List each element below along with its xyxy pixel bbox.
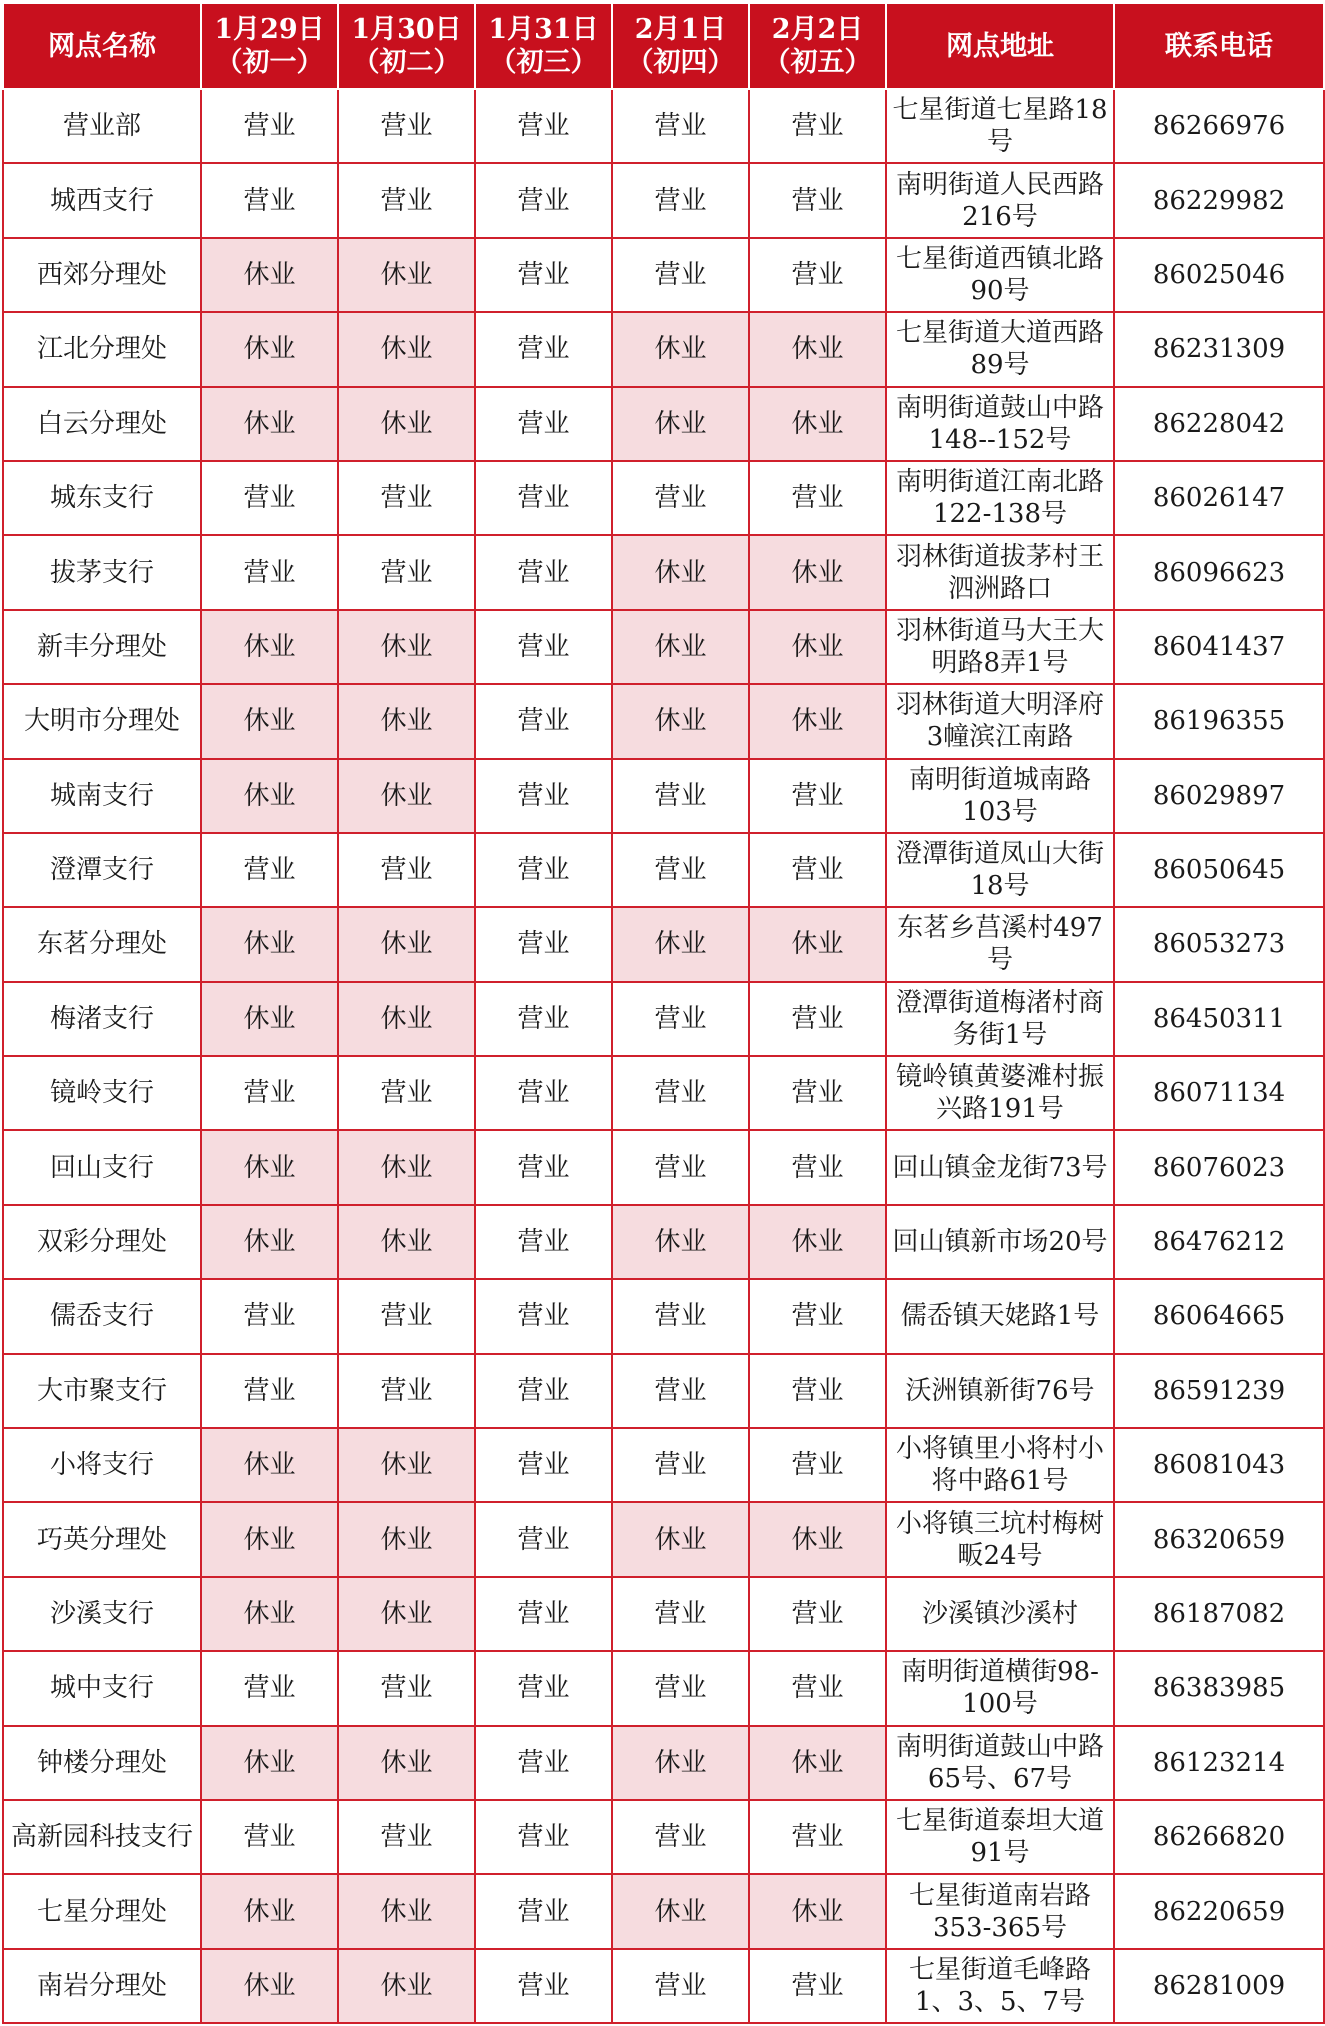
header-day-1 <box>201 3 338 89</box>
branch-name-cell: 澄潭支行 <box>3 833 201 907</box>
status-cell-day-3: 营业 <box>475 1056 612 1130</box>
status-cell-day-5: 营业 <box>749 163 886 237</box>
branch-schedule-table <box>2 2 1325 2024</box>
status-cell-day-1: 营业 <box>201 1056 338 1130</box>
branch-name-cell: 南岩分理处 <box>3 1949 201 2023</box>
status-cell-day-3: 营业 <box>475 907 612 981</box>
status-cell-day-2: 营业 <box>338 1651 475 1725</box>
status-cell-day-4: 休业 <box>612 684 749 758</box>
branch-name-cell: 梅渚支行 <box>3 982 201 1056</box>
status-cell-day-2: 休业 <box>338 312 475 386</box>
status-cell-day-2: 营业 <box>338 163 475 237</box>
status-cell-day-4: 营业 <box>612 1056 749 1130</box>
phone-cell: 86196355 <box>1114 684 1324 758</box>
status-cell-day-1: 营业 <box>201 1651 338 1725</box>
phone-cell: 86071134 <box>1114 1056 1324 1130</box>
status-cell-day-1: 营业 <box>201 163 338 237</box>
header-day-1-date: 1月29日 <box>214 14 325 45</box>
status-cell-day-3: 营业 <box>475 1874 612 1948</box>
status-cell-day-3: 营业 <box>475 833 612 907</box>
status-cell-day-1: 休业 <box>201 387 338 461</box>
header-day-3-date: 1月31日 <box>488 14 599 45</box>
status-cell-day-5: 营业 <box>749 89 886 163</box>
address-cell: 回山镇新市场20号 <box>886 1205 1114 1279</box>
status-cell-day-1: 休业 <box>201 1949 338 2023</box>
status-cell-day-5: 休业 <box>749 684 886 758</box>
phone-cell: 86123214 <box>1114 1726 1324 1800</box>
status-cell-day-3: 营业 <box>475 163 612 237</box>
status-cell-day-3: 营业 <box>475 610 612 684</box>
address-cell: 七星街道泰坦大道91号 <box>886 1800 1114 1874</box>
status-cell-day-4: 营业 <box>612 163 749 237</box>
address-cell: 儒岙镇天姥路1号 <box>886 1279 1114 1353</box>
phone-cell: 86053273 <box>1114 907 1324 981</box>
branch-name-cell: 巧英分理处 <box>3 1502 201 1576</box>
phone-cell: 86041437 <box>1114 610 1324 684</box>
status-cell-day-5: 休业 <box>749 312 886 386</box>
status-cell-day-4: 营业 <box>612 1949 749 2023</box>
status-cell-day-2: 营业 <box>338 1354 475 1428</box>
status-cell-day-1: 休业 <box>201 312 338 386</box>
table-row <box>3 1130 1324 1204</box>
status-cell-day-5: 休业 <box>749 907 886 981</box>
status-cell-day-5: 营业 <box>749 1651 886 1725</box>
phone-cell: 86281009 <box>1114 1949 1324 2023</box>
address-cell: 镜岭镇黄婆滩村振兴路191号 <box>886 1056 1114 1130</box>
address-cell: 七星街道毛峰路1、3、5、7号 <box>886 1949 1114 2023</box>
table-row <box>3 1056 1324 1130</box>
status-cell-day-1: 休业 <box>201 238 338 312</box>
status-cell-day-3: 营业 <box>475 1428 612 1502</box>
status-cell-day-4: 营业 <box>612 1354 749 1428</box>
phone-cell: 86025046 <box>1114 238 1324 312</box>
branch-name-cell: 高新园科技支行 <box>3 1800 201 1874</box>
status-cell-day-3: 营业 <box>475 1502 612 1576</box>
address-cell: 小将镇三坑村梅树畈24号 <box>886 1502 1114 1576</box>
status-cell-day-1: 休业 <box>201 684 338 758</box>
status-cell-day-1: 休业 <box>201 1577 338 1651</box>
status-cell-day-5: 营业 <box>749 1577 886 1651</box>
table-row <box>3 610 1324 684</box>
status-cell-day-4: 营业 <box>612 1279 749 1353</box>
status-cell-day-3: 营业 <box>475 535 612 609</box>
header-phone: 联系电话 <box>1114 3 1324 89</box>
status-cell-day-2: 休业 <box>338 238 475 312</box>
table-row <box>3 1874 1324 1948</box>
status-cell-day-1: 休业 <box>201 1726 338 1800</box>
status-cell-day-4: 营业 <box>612 833 749 907</box>
table-row <box>3 1279 1324 1353</box>
status-cell-day-4: 营业 <box>612 461 749 535</box>
status-cell-day-1: 休业 <box>201 610 338 684</box>
address-cell: 回山镇金龙街73号 <box>886 1130 1114 1204</box>
status-cell-day-5: 营业 <box>749 1056 886 1130</box>
branch-name-cell: 七星分理处 <box>3 1874 201 1948</box>
status-cell-day-3: 营业 <box>475 461 612 535</box>
status-cell-day-2: 营业 <box>338 535 475 609</box>
status-cell-day-1: 休业 <box>201 982 338 1056</box>
status-cell-day-2: 休业 <box>338 1577 475 1651</box>
branch-name-cell: 钟楼分理处 <box>3 1726 201 1800</box>
status-cell-day-2: 休业 <box>338 759 475 833</box>
header-day-5-lunar: （初五） <box>763 47 872 78</box>
table-row <box>3 163 1324 237</box>
header-day-2 <box>338 3 475 89</box>
address-cell: 羽林街道马大王大明路8弄1号 <box>886 610 1114 684</box>
branch-name-cell: 城南支行 <box>3 759 201 833</box>
table-body <box>3 89 1324 2023</box>
address-cell: 东茗乡莒溪村497号 <box>886 907 1114 981</box>
status-cell-day-1: 休业 <box>201 1874 338 1948</box>
status-cell-day-5: 营业 <box>749 1130 886 1204</box>
status-cell-day-2: 休业 <box>338 1428 475 1502</box>
status-cell-day-4: 营业 <box>612 759 749 833</box>
status-cell-day-5: 营业 <box>749 238 886 312</box>
status-cell-day-3: 营业 <box>475 312 612 386</box>
phone-cell: 86096623 <box>1114 535 1324 609</box>
branch-name-cell: 双彩分理处 <box>3 1205 201 1279</box>
status-cell-day-5: 营业 <box>749 982 886 1056</box>
table-row <box>3 907 1324 981</box>
header-day-4-date: 2月1日 <box>634 14 727 45</box>
branch-name-cell: 沙溪支行 <box>3 1577 201 1651</box>
address-cell: 羽林街道拔茅村王泗洲路口 <box>886 535 1114 609</box>
table-row <box>3 684 1324 758</box>
phone-cell: 86026147 <box>1114 461 1324 535</box>
status-cell-day-4: 休业 <box>612 907 749 981</box>
status-cell-day-4: 休业 <box>612 1874 749 1948</box>
address-cell: 南明街道城南路103号 <box>886 759 1114 833</box>
status-cell-day-5: 营业 <box>749 1279 886 1353</box>
status-cell-day-3: 营业 <box>475 1651 612 1725</box>
status-cell-day-5: 休业 <box>749 1726 886 1800</box>
header-address: 网点地址 <box>886 3 1114 89</box>
address-cell: 沙溪镇沙溪村 <box>886 1577 1114 1651</box>
status-cell-day-1: 营业 <box>201 535 338 609</box>
status-cell-day-5: 休业 <box>749 535 886 609</box>
table-row <box>3 238 1324 312</box>
status-cell-day-1: 营业 <box>201 1800 338 1874</box>
address-cell: 南明街道横街98-100号 <box>886 1651 1114 1725</box>
status-cell-day-2: 休业 <box>338 1502 475 1576</box>
table-row <box>3 1651 1324 1725</box>
table-row <box>3 1577 1324 1651</box>
header-day-2-lunar: （初二） <box>352 47 461 78</box>
address-cell: 南明街道鼓山中路65号、67号 <box>886 1726 1114 1800</box>
header-day-4-lunar: （初四） <box>626 47 735 78</box>
branch-name-cell: 城西支行 <box>3 163 201 237</box>
status-cell-day-3: 营业 <box>475 982 612 1056</box>
status-cell-day-5: 营业 <box>749 1949 886 2023</box>
status-cell-day-2: 休业 <box>338 1874 475 1948</box>
phone-cell: 86231309 <box>1114 312 1324 386</box>
status-cell-day-4: 营业 <box>612 1130 749 1204</box>
phone-cell: 86228042 <box>1114 387 1324 461</box>
branch-name-cell: 新丰分理处 <box>3 610 201 684</box>
status-cell-day-4: 休业 <box>612 1726 749 1800</box>
address-cell: 澄潭街道梅渚村商务街1号 <box>886 982 1114 1056</box>
branch-name-cell: 江北分理处 <box>3 312 201 386</box>
status-cell-day-2: 营业 <box>338 1056 475 1130</box>
address-cell: 南明街道人民西路216号 <box>886 163 1114 237</box>
header-day-2-date: 1月30日 <box>351 14 462 45</box>
status-cell-day-4: 休业 <box>612 1205 749 1279</box>
phone-cell: 86383985 <box>1114 1651 1324 1725</box>
address-cell: 羽林街道大明泽府3幢滨江南路 <box>886 684 1114 758</box>
phone-cell: 86229982 <box>1114 163 1324 237</box>
table-row <box>3 1800 1324 1874</box>
header-day-3-lunar: （初三） <box>489 47 598 78</box>
branch-name-cell: 回山支行 <box>3 1130 201 1204</box>
status-cell-day-4: 休业 <box>612 610 749 684</box>
phone-cell: 86220659 <box>1114 1874 1324 1948</box>
status-cell-day-4: 休业 <box>612 1502 749 1576</box>
table-row <box>3 535 1324 609</box>
status-cell-day-4: 营业 <box>612 982 749 1056</box>
status-cell-day-2: 休业 <box>338 1949 475 2023</box>
branch-name-cell: 镜岭支行 <box>3 1056 201 1130</box>
header-day-1-lunar: （初一） <box>215 47 324 78</box>
phone-cell: 86064665 <box>1114 1279 1324 1353</box>
address-cell: 沃洲镇新街76号 <box>886 1354 1114 1428</box>
address-cell: 小将镇里小将村小将中路61号 <box>886 1428 1114 1502</box>
header-day-5-date: 2月2日 <box>771 14 864 45</box>
status-cell-day-1: 休业 <box>201 1502 338 1576</box>
table-row <box>3 1949 1324 2023</box>
phone-cell: 86591239 <box>1114 1354 1324 1428</box>
status-cell-day-2: 营业 <box>338 89 475 163</box>
status-cell-day-2: 休业 <box>338 982 475 1056</box>
status-cell-day-2: 营业 <box>338 1800 475 1874</box>
header-day-4 <box>612 3 749 89</box>
status-cell-day-4: 休业 <box>612 387 749 461</box>
table-row <box>3 312 1324 386</box>
branch-name-cell: 西郊分理处 <box>3 238 201 312</box>
table-row <box>3 1354 1324 1428</box>
status-cell-day-3: 营业 <box>475 1800 612 1874</box>
table-row <box>3 1428 1324 1502</box>
address-cell: 南明街道鼓山中路148--152号 <box>886 387 1114 461</box>
status-cell-day-3: 营业 <box>475 89 612 163</box>
status-cell-day-1: 休业 <box>201 759 338 833</box>
status-cell-day-3: 营业 <box>475 1130 612 1204</box>
phone-cell: 86029897 <box>1114 759 1324 833</box>
table-row <box>3 1205 1324 1279</box>
status-cell-day-4: 休业 <box>612 535 749 609</box>
status-cell-day-4: 营业 <box>612 1428 749 1502</box>
status-cell-day-5: 休业 <box>749 1502 886 1576</box>
branch-name-cell: 儒岙支行 <box>3 1279 201 1353</box>
address-cell: 七星街道七星路18号 <box>886 89 1114 163</box>
phone-cell: 86266820 <box>1114 1800 1324 1874</box>
table-row <box>3 461 1324 535</box>
header-day-5 <box>749 3 886 89</box>
branch-name-cell: 小将支行 <box>3 1428 201 1502</box>
table-row <box>3 833 1324 907</box>
table-row <box>3 1502 1324 1576</box>
status-cell-day-1: 营业 <box>201 1279 338 1353</box>
status-cell-day-1: 营业 <box>201 461 338 535</box>
status-cell-day-2: 休业 <box>338 1205 475 1279</box>
status-cell-day-4: 营业 <box>612 1651 749 1725</box>
status-cell-day-2: 营业 <box>338 833 475 907</box>
status-cell-day-3: 营业 <box>475 1949 612 2023</box>
phone-cell: 86081043 <box>1114 1428 1324 1502</box>
phone-cell: 86187082 <box>1114 1577 1324 1651</box>
status-cell-day-4: 营业 <box>612 238 749 312</box>
status-cell-day-5: 营业 <box>749 1800 886 1874</box>
status-cell-day-4: 营业 <box>612 89 749 163</box>
status-cell-day-3: 营业 <box>475 1205 612 1279</box>
table-row <box>3 759 1324 833</box>
status-cell-day-3: 营业 <box>475 1279 612 1353</box>
table-header <box>3 3 1324 89</box>
status-cell-day-2: 营业 <box>338 1279 475 1353</box>
status-cell-day-3: 营业 <box>475 387 612 461</box>
branch-name-cell: 白云分理处 <box>3 387 201 461</box>
phone-cell: 86076023 <box>1114 1130 1324 1204</box>
status-cell-day-5: 营业 <box>749 833 886 907</box>
table-row <box>3 89 1324 163</box>
status-cell-day-1: 营业 <box>201 833 338 907</box>
status-cell-day-1: 休业 <box>201 1205 338 1279</box>
status-cell-day-2: 休业 <box>338 1130 475 1204</box>
status-cell-day-4: 营业 <box>612 1577 749 1651</box>
status-cell-day-5: 营业 <box>749 1428 886 1502</box>
address-cell: 七星街道大道西路89号 <box>886 312 1114 386</box>
status-cell-day-2: 休业 <box>338 684 475 758</box>
header-day-3 <box>475 3 612 89</box>
status-cell-day-3: 营业 <box>475 1726 612 1800</box>
status-cell-day-3: 营业 <box>475 759 612 833</box>
table-row <box>3 1726 1324 1800</box>
address-cell: 七星街道南岩路353-365号 <box>886 1874 1114 1948</box>
phone-cell: 86320659 <box>1114 1502 1324 1576</box>
address-cell: 南明街道江南北路122-138号 <box>886 461 1114 535</box>
header-row <box>3 3 1324 89</box>
status-cell-day-3: 营业 <box>475 238 612 312</box>
status-cell-day-5: 休业 <box>749 1205 886 1279</box>
phone-cell: 86450311 <box>1114 982 1324 1056</box>
address-cell: 七星街道西镇北路90号 <box>886 238 1114 312</box>
status-cell-day-1: 营业 <box>201 1354 338 1428</box>
phone-cell: 86050645 <box>1114 833 1324 907</box>
status-cell-day-2: 休业 <box>338 907 475 981</box>
phone-cell: 86266976 <box>1114 89 1324 163</box>
status-cell-day-1: 休业 <box>201 907 338 981</box>
status-cell-day-2: 休业 <box>338 610 475 684</box>
header-branch-name: 网点名称 <box>3 3 201 89</box>
branch-name-cell: 城中支行 <box>3 1651 201 1725</box>
branch-name-cell: 大市聚支行 <box>3 1354 201 1428</box>
status-cell-day-5: 休业 <box>749 610 886 684</box>
status-cell-day-5: 休业 <box>749 387 886 461</box>
branch-name-cell: 东茗分理处 <box>3 907 201 981</box>
status-cell-day-5: 营业 <box>749 461 886 535</box>
status-cell-day-1: 营业 <box>201 89 338 163</box>
phone-cell: 86476212 <box>1114 1205 1324 1279</box>
table-row <box>3 982 1324 1056</box>
status-cell-day-2: 营业 <box>338 461 475 535</box>
status-cell-day-2: 休业 <box>338 1726 475 1800</box>
status-cell-day-5: 休业 <box>749 1874 886 1948</box>
address-cell: 澄潭街道凤山大街18号 <box>886 833 1114 907</box>
branch-name-cell: 大明市分理处 <box>3 684 201 758</box>
status-cell-day-5: 营业 <box>749 1354 886 1428</box>
status-cell-day-5: 营业 <box>749 759 886 833</box>
status-cell-day-4: 休业 <box>612 312 749 386</box>
status-cell-day-1: 休业 <box>201 1428 338 1502</box>
status-cell-day-1: 休业 <box>201 1130 338 1204</box>
status-cell-day-3: 营业 <box>475 1354 612 1428</box>
table-row <box>3 387 1324 461</box>
status-cell-day-2: 休业 <box>338 387 475 461</box>
status-cell-day-3: 营业 <box>475 1577 612 1651</box>
branch-name-cell: 拔茅支行 <box>3 535 201 609</box>
branch-name-cell: 城东支行 <box>3 461 201 535</box>
status-cell-day-3: 营业 <box>475 684 612 758</box>
branch-name-cell: 营业部 <box>3 89 201 163</box>
status-cell-day-4: 营业 <box>612 1800 749 1874</box>
